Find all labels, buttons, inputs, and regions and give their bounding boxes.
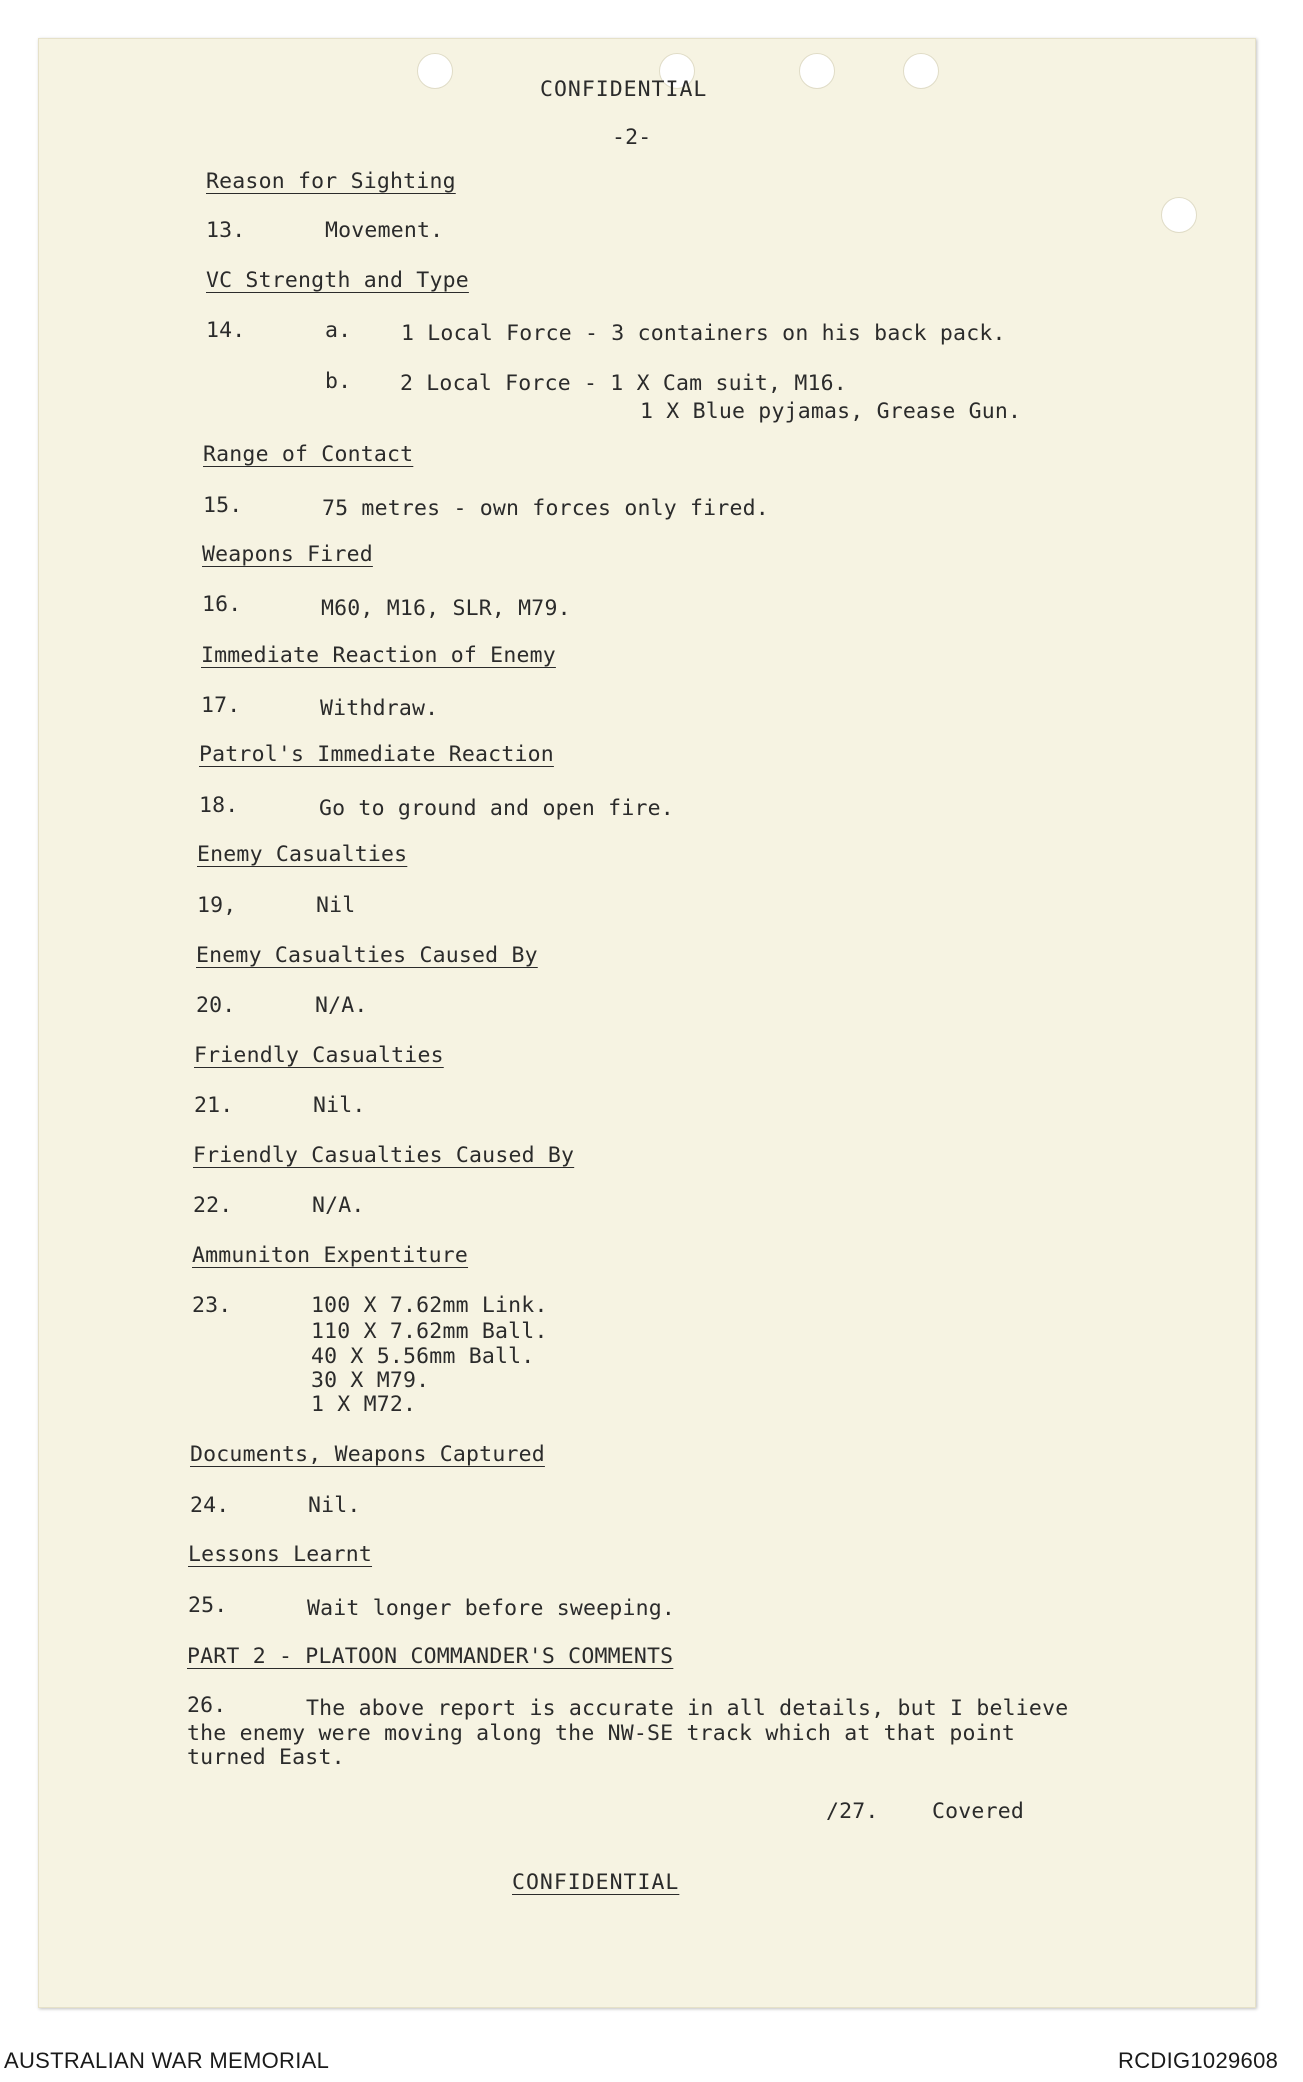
paragraph-number: 19, <box>197 893 237 918</box>
paragraph-text-cont: the enemy were moving along the NW-SE track which at that point <box>187 1721 1016 1746</box>
paragraph-number: 16. <box>202 592 242 617</box>
paragraph-text: 1 Local Force - 3 containers on his back pack. <box>401 321 1006 346</box>
ammunition-line: 1 X M72. <box>311 1392 417 1417</box>
paragraph-number: 13. <box>206 218 246 243</box>
paragraph-text: Withdraw. <box>320 696 439 721</box>
punch-hole <box>1161 197 1197 233</box>
page-number: -2- <box>612 125 652 150</box>
paragraph-text-cont: 1 X Blue pyjamas, Grease Gun. <box>640 399 1022 424</box>
paragraph-text: Wait longer before sweeping. <box>307 1596 676 1621</box>
paragraph-number: 26. <box>187 1693 227 1718</box>
section-heading: Immediate Reaction of Enemy <box>201 643 556 668</box>
punch-hole <box>799 53 835 89</box>
sub-item-letter: a. <box>325 318 352 343</box>
paragraph-number: 21. <box>194 1093 234 1118</box>
paragraph-number: 25. <box>188 1593 228 1618</box>
classification-top: CONFIDENTIAL <box>540 77 708 102</box>
paragraph-text-cont: turned East. <box>187 1745 345 1770</box>
classification-bottom: CONFIDENTIAL <box>512 1870 680 1895</box>
paragraph-text: M60, M16, SLR, M79. <box>321 596 571 621</box>
paragraph-number: 15. <box>203 493 243 518</box>
section-heading: Range of Contact <box>203 442 414 467</box>
paragraph-text: Nil <box>316 893 356 918</box>
section-heading: VC Strength and Type <box>206 268 469 293</box>
paragraph-number: 20. <box>196 993 236 1018</box>
ammunition-line: 100 X 7.62mm Link. <box>311 1293 548 1318</box>
section-heading: Weapons Fired <box>202 542 373 567</box>
section-heading: Lessons Learnt <box>188 1542 373 1567</box>
section-heading: Patrol's Immediate Reaction <box>199 742 554 767</box>
section-heading: Enemy Casualties <box>197 842 408 867</box>
section-heading: PART 2 - PLATOON COMMANDER'S COMMENTS <box>187 1644 674 1669</box>
continuation-text: Covered <box>932 1799 1025 1824</box>
punch-hole <box>417 53 453 89</box>
paragraph-number: 22. <box>193 1193 233 1218</box>
footer-id: RCDIG1029608 <box>1118 2048 1279 2073</box>
paragraph-text: Nil. <box>313 1093 366 1118</box>
paragraph-number: 18. <box>199 793 239 818</box>
paragraph-text: 2 Local Force - 1 X Cam suit, M16. <box>400 371 847 396</box>
sub-item-letter: b. <box>325 369 352 394</box>
ammunition-line: 110 X 7.62mm Ball. <box>311 1319 548 1344</box>
paragraph-text: Go to ground and open fire. <box>319 796 674 821</box>
paragraph-text: Movement. <box>325 218 444 243</box>
punch-hole <box>903 53 939 89</box>
paragraph-text: N/A. <box>315 993 368 1018</box>
section-heading: Reason for Sighting <box>206 169 456 194</box>
paragraph-number: 14. <box>206 318 246 343</box>
ammunition-line: 40 X 5.56mm Ball. <box>311 1344 535 1369</box>
footer-source: AUSTRALIAN WAR MEMORIAL <box>4 2048 330 2073</box>
paragraph-text: Nil. <box>308 1493 361 1518</box>
paragraph-number: 24. <box>190 1493 230 1518</box>
paragraph-text: N/A. <box>312 1193 365 1218</box>
paragraph-text: 75 metres - own forces only fired. <box>322 496 769 521</box>
section-heading: Friendly Casualties <box>194 1043 444 1068</box>
paragraph-number: 23. <box>192 1293 232 1318</box>
section-heading: Friendly Casualties Caused By <box>193 1143 575 1168</box>
section-heading: Enemy Casualties Caused By <box>196 943 538 968</box>
continuation-number: /27. <box>826 1799 879 1824</box>
ammunition-line: 30 X M79. <box>311 1368 430 1393</box>
paragraph-number: 17. <box>201 693 241 718</box>
paragraph-text: The above report is accurate in all details, but I believe <box>306 1696 1069 1721</box>
section-heading: Ammuniton Expentiture <box>192 1243 469 1268</box>
section-heading: Documents, Weapons Captured <box>190 1442 545 1467</box>
